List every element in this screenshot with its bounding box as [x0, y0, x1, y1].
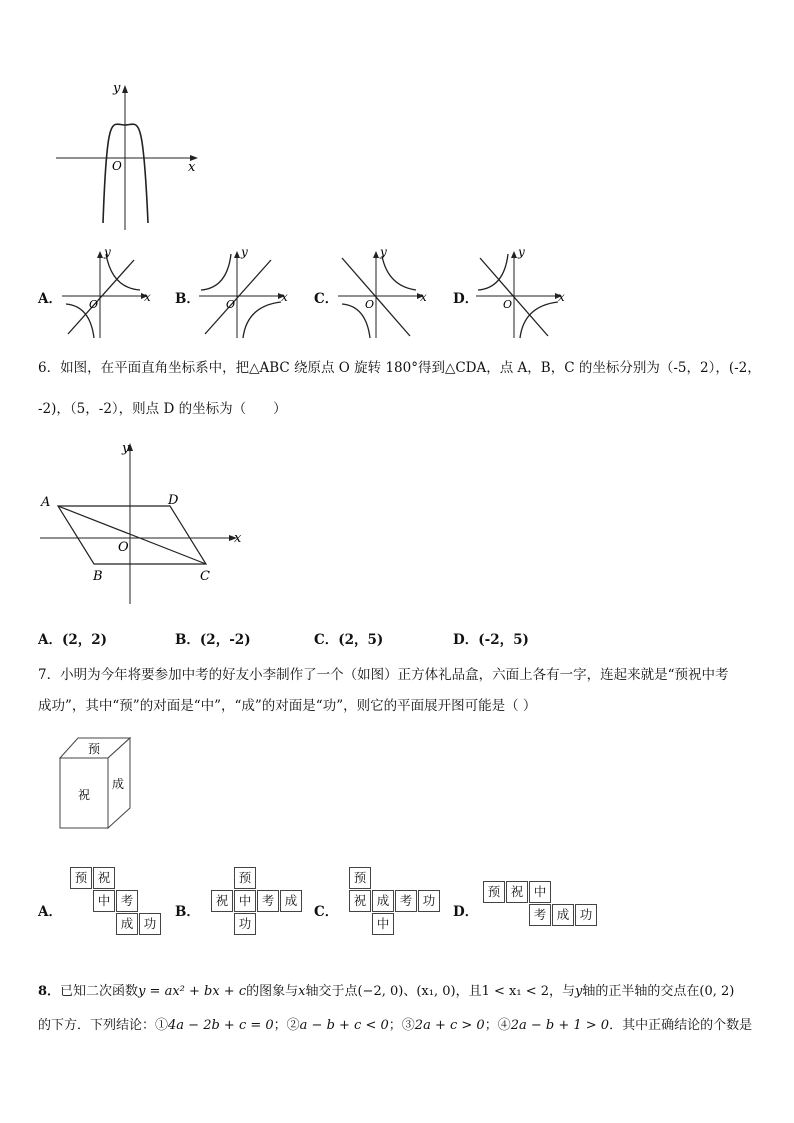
text-run: ．其中正确结论的个数是: [609, 1018, 753, 1033]
origin-label: O: [89, 298, 99, 311]
text-run: 的下方．下列结论：①: [38, 1018, 169, 1033]
net-cell: 中: [529, 881, 551, 903]
net-cell: 功: [234, 913, 256, 935]
q7-option-b-label[interactable]: B．: [175, 904, 200, 920]
y-label: y: [104, 246, 111, 259]
line-graph: [205, 260, 271, 334]
text-run: ；②: [273, 1018, 300, 1033]
net-cell: 预: [483, 881, 505, 903]
formula: (0, 2): [699, 984, 735, 999]
text-run: 、: [403, 984, 417, 999]
net-cell: 中: [93, 890, 115, 912]
formula: (−2, 0): [357, 984, 404, 999]
net-cell: 成: [372, 890, 394, 912]
net-cell: 中: [234, 890, 256, 912]
cube-right-char: 成: [112, 777, 125, 791]
q5-option-c-label[interactable]: C．: [314, 291, 339, 307]
net-cell: 中: [372, 913, 394, 935]
net-cell: 考: [116, 890, 138, 912]
q5-option-b-label[interactable]: B．: [175, 291, 200, 307]
variable: x: [298, 984, 306, 999]
hyperbola-branch-2: [520, 302, 558, 338]
option-value: (-2，5): [478, 632, 529, 648]
net-cell: 预: [70, 867, 92, 889]
conclusion-1: 4a − 2b + c = 0: [168, 1018, 274, 1033]
net-cell: 成: [116, 913, 138, 935]
q5-option-d-label[interactable]: D．: [453, 291, 479, 307]
conclusion-3: 2a + c > 0: [414, 1018, 485, 1033]
origin-label: O: [503, 298, 513, 311]
net-cell: 预: [349, 867, 371, 889]
formula: (x₁, 0): [416, 984, 456, 999]
q6-text-line2: -2)，（5，-2），则点 D 的坐标为（ ）: [38, 401, 287, 417]
origin-label: O: [112, 159, 122, 173]
x-label: x: [558, 290, 565, 304]
x-label: x: [234, 531, 242, 546]
text-run: 已知二次函数: [60, 984, 139, 999]
point-c-label: C: [200, 569, 210, 584]
point-b-label: B: [93, 569, 103, 584]
q8-text-line1: [38, 982, 734, 1002]
point-d-label: D: [168, 493, 179, 508]
cube-top-char: 预: [88, 742, 101, 756]
origin-label: O: [365, 298, 375, 311]
net-cell: 考: [529, 904, 551, 926]
text-run: ；③: [388, 1018, 415, 1033]
q6-option-d[interactable]: [453, 628, 529, 648]
text-run: ；④: [484, 1018, 511, 1033]
point-a-label: A: [41, 495, 51, 510]
y-label: y: [518, 246, 525, 259]
y-label: y: [241, 246, 248, 259]
net-cell: 成: [280, 890, 302, 912]
net-cell: 祝: [93, 867, 115, 889]
q5-option-b-graph[interactable]: [197, 246, 291, 340]
origin-label: O: [226, 298, 236, 311]
conclusion-4: 2a − b + 1 > 0: [510, 1018, 610, 1033]
net-cell: 祝: [211, 890, 233, 912]
option-letter: C．: [314, 632, 339, 648]
text-run: 的图象与: [246, 984, 299, 999]
net-cell: 成: [552, 904, 574, 926]
text-run: 轴交于点: [305, 984, 358, 999]
q6-option-c[interactable]: [314, 628, 383, 648]
q6-parallelogram-figure: [38, 438, 248, 606]
q5-option-c-graph[interactable]: [336, 246, 430, 340]
option-letter: B．: [175, 632, 200, 648]
y-arrow: [122, 85, 128, 93]
q7-cube-figure: [56, 736, 136, 830]
q6-option-a[interactable]: [38, 628, 107, 648]
net-cell: 祝: [506, 881, 528, 903]
x-label: x: [420, 290, 427, 304]
hyperbola-branch-1: [201, 254, 231, 290]
option-value: (2，-2): [199, 632, 251, 648]
q8-text-line2: [38, 1016, 752, 1036]
variable: y: [575, 984, 583, 999]
net-cell: 功: [418, 890, 440, 912]
net-cell: 考: [395, 890, 417, 912]
q6-option-b[interactable]: [175, 628, 251, 648]
net-cell: 功: [139, 913, 161, 935]
net-cell: 考: [257, 890, 279, 912]
y-label: y: [380, 246, 387, 259]
q7-text-line1: 7．小明为今年将要参加中考的好友小李制作了一个（如图）正方体礼品盒，六面上各有一字，连起来就是“预祝中考: [38, 667, 729, 683]
x-label: x: [188, 160, 196, 175]
q7-option-d-label[interactable]: D．: [453, 904, 479, 920]
formula: y = ax² + bx + c: [138, 984, 247, 999]
text-run: 轴的正半轴的交点在: [582, 984, 700, 999]
formula: 1 < x₁ < 2: [481, 984, 549, 999]
net-cell: 预: [234, 867, 256, 889]
q7-option-c-label[interactable]: C．: [314, 904, 339, 920]
x-label: x: [281, 290, 288, 304]
hyperbola-branch-2: [243, 302, 281, 338]
q5-main-graph: [52, 78, 202, 234]
diagonal-ac: [58, 506, 206, 564]
text-run: ，与: [549, 984, 576, 999]
y-label: y: [113, 81, 121, 96]
cube-front-char: 祝: [78, 788, 91, 802]
option-letter: A．: [38, 632, 62, 648]
origin-label: O: [118, 540, 129, 555]
option-value: (2，5): [338, 632, 384, 648]
x-label: x: [144, 290, 151, 304]
option-letter: D．: [453, 632, 479, 648]
q6-text-line1: 6．如图，在平面直角坐标系中，把△ABC 绕原点 O 旋转 180°得到△CDA，点 A，B，C 的坐标分别为（-5，2），(-2，: [38, 360, 761, 376]
q7-text-line2: 成功”，其中“预”的对面是“中”，“成”的对面是“功”，则它的平面展开图可能是（ ）: [38, 698, 537, 714]
net-cell: 功: [575, 904, 597, 926]
y-label: y: [122, 441, 130, 456]
q5-option-a-graph[interactable]: [60, 246, 154, 340]
q5-option-a-label[interactable]: A．: [38, 291, 62, 307]
q7-option-a-label[interactable]: A．: [38, 904, 62, 920]
q8-number: 8．: [38, 984, 61, 999]
text-run: ，且: [455, 984, 482, 999]
net-cell: 祝: [349, 890, 371, 912]
hyperbola-branch-1: [382, 256, 416, 290]
option-value: (2，2): [61, 632, 108, 648]
line-graph: [68, 260, 134, 334]
q5-option-d-graph[interactable]: [474, 246, 568, 340]
conclusion-2: a − b + c < 0: [299, 1018, 389, 1033]
